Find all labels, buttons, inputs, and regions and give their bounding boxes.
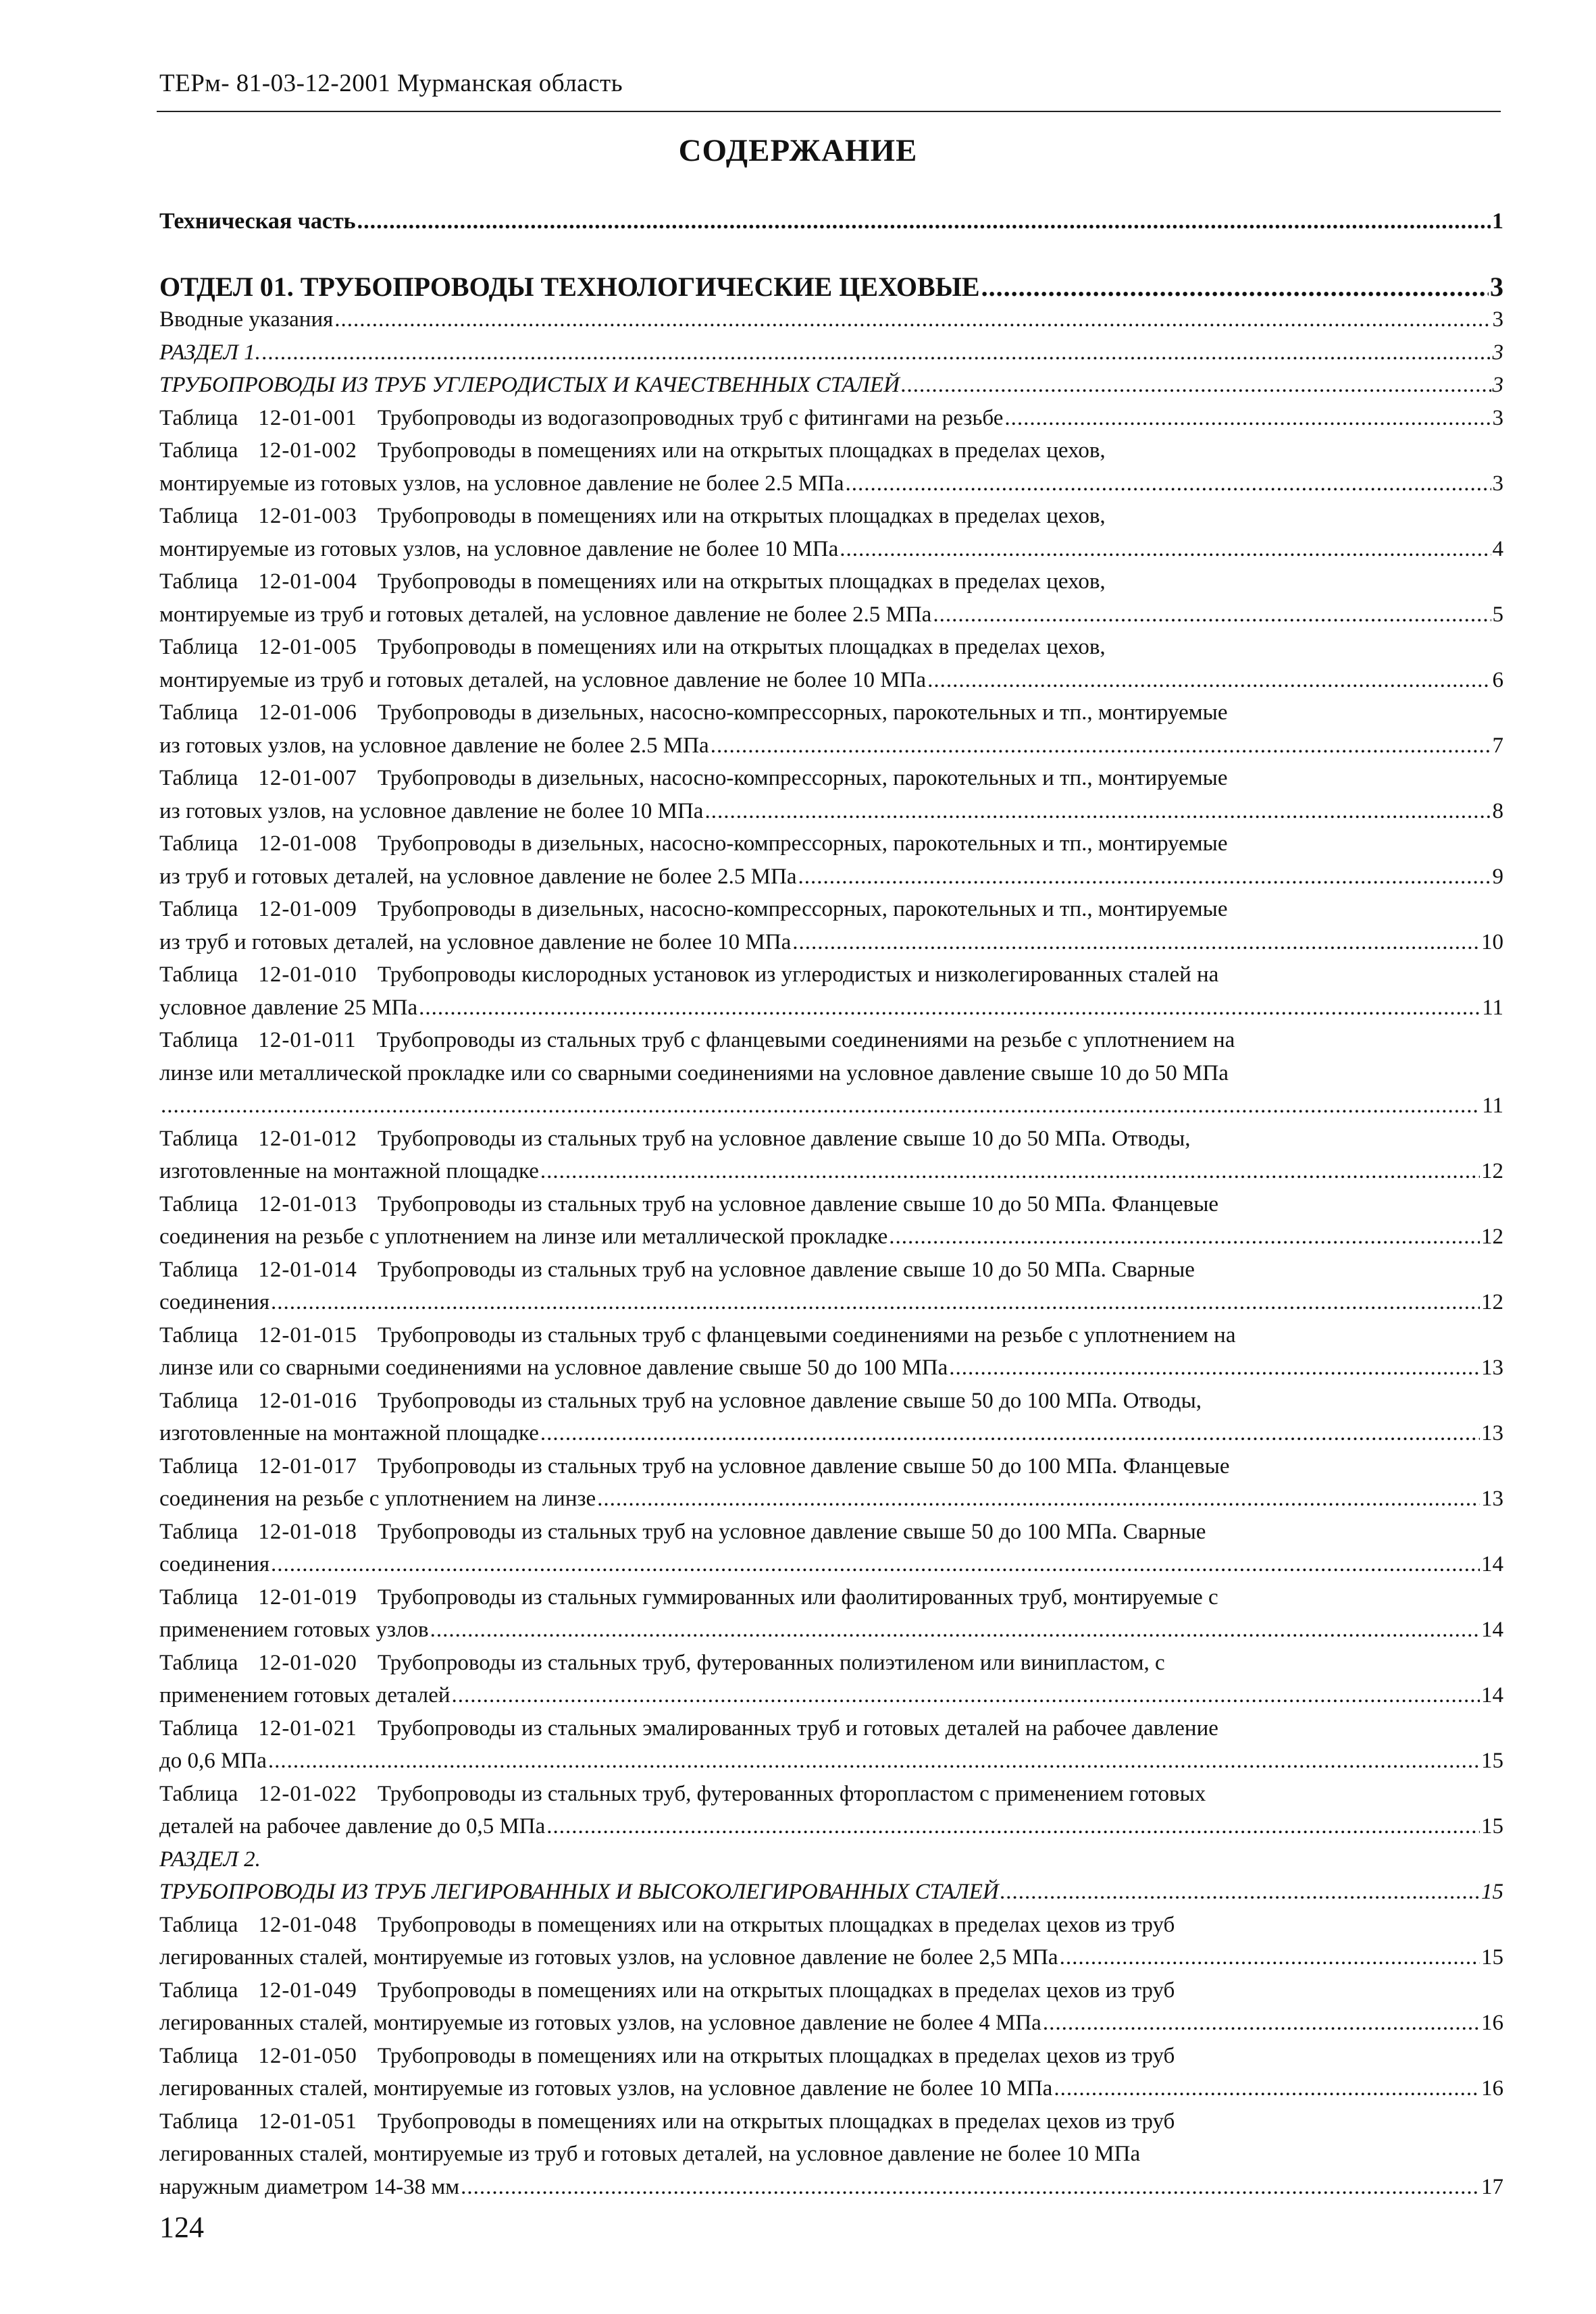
table-label: Таблица: [159, 569, 238, 594]
dot-leader: [1004, 402, 1491, 435]
toc-entry-text: из готовых узлов, на условное давление не более 10 МПа: [159, 798, 704, 823]
table-label: Таблица: [159, 1585, 238, 1610]
toc-entry-text: соединения: [159, 1552, 270, 1576]
toc-entry-text: Трубопроводы в дизельных, насосно-компрессорных, парокотельных и тп., монтируемые: [377, 897, 1228, 921]
table-label: Таблица: [159, 831, 238, 856]
dot-leader: [889, 1220, 1480, 1254]
toc-entry-text: Трубопроводы в помещениях или на открытых площадках в пределах цехов из труб: [377, 2109, 1175, 2134]
toc-entry[interactable]: [159, 1516, 1503, 1581]
toc-entry[interactable]: [159, 1450, 1503, 1516]
toc-entry-text: легированных сталей, монтируемые из труб и готовых деталей, на условное давление не более 10 МПа: [159, 2142, 1141, 2166]
toc-entry[interactable]: [159, 303, 1503, 336]
toc-entry-text: РАЗДЕЛ 1.: [159, 340, 261, 365]
table-label: Таблица: [159, 1388, 238, 1413]
toc-page-number: 13: [1481, 1487, 1503, 1511]
toc-entry-text: Трубопроводы в дизельных, насосно-компрессорных, парокотельных и тп., монтируемые: [377, 831, 1228, 856]
dot-leader: [981, 271, 1489, 304]
table-label: Таблица: [159, 1519, 238, 1544]
toc-entry[interactable]: [159, 402, 1503, 435]
toc-entry[interactable]: [159, 958, 1503, 1024]
toc-entry-text: РАЗДЕЛ 2.: [159, 1847, 261, 1872]
table-label: Таблица: [159, 897, 238, 921]
table-label: Таблица: [159, 1322, 238, 1347]
toc-entry-text: Трубопроводы из стальных труб с фланцевыми соединениями на резьбе с уплотнением на: [376, 1028, 1235, 1052]
toc-entry-text: Трубопроводы в дизельных, насосно-компрессорных, парокотельных и тп., монтируемые: [377, 766, 1228, 790]
toc-page-number: 13: [1481, 1356, 1503, 1380]
table-code: 12-01-006: [258, 700, 357, 725]
toc-entry[interactable]: [159, 1123, 1503, 1188]
toc-entry-text: соединения на резьбе с уплотнением на линзе или металлической прокладке: [159, 1225, 888, 1249]
toc-page-number: 3: [1490, 271, 1503, 302]
dot-leader: [597, 1483, 1480, 1516]
toc-entry-text: легированных сталей, монтируемые из готовых узлов, на условное давление не более 10 МПа: [159, 2076, 1053, 2101]
toc-page-number: 11: [1482, 1094, 1503, 1118]
toc-page-number: 15: [1481, 1880, 1503, 1904]
toc-entry-text: Трубопроводы из стальных труб на условное давление свыше 10 до 50 МПа. Фланцевые: [377, 1191, 1219, 1216]
toc-page-number: 8: [1492, 798, 1503, 823]
toc-entry[interactable]: [159, 205, 1503, 238]
toc-page-number: 5: [1492, 602, 1503, 627]
toc-entry-text: монтируемые из труб и готовых деталей, на условное давление не более 10 МПа: [159, 667, 927, 692]
toc-page-number: 12: [1481, 1290, 1503, 1314]
toc-entry-text: Трубопроводы из стальных труб на условное давление свыше 10 до 50 МПа. Отводы,: [377, 1126, 1191, 1151]
table-label: Таблица: [159, 1028, 238, 1052]
toc-entry-text: ТРУБОПРОВОДЫ ИЗ ТРУБ ЛЕГИРОВАННЫХ И ВЫСОКОЛЕГИРОВАННЫХ СТАЛЕЙ: [159, 1880, 999, 1904]
running-header: ТЕРм- 81-03-12-2001 Мурманская область: [159, 70, 623, 97]
toc-entry-text: Трубопроводы в помещениях или на открытых площадках в пределах цехов из труб: [377, 1978, 1175, 2003]
toc-page-number: 13: [1481, 1421, 1503, 1445]
table-code: 12-01-017: [258, 1454, 357, 1479]
table-label: Таблица: [159, 2109, 238, 2134]
table-code: 12-01-048: [258, 1912, 357, 1937]
toc-entry-text: изготовленные на монтажной площадке: [159, 1421, 539, 1445]
dot-leader: [1054, 2072, 1480, 2105]
dot-leader: [546, 1810, 1480, 1843]
toc-page-number: 6: [1492, 667, 1503, 692]
table-code: 12-01-001: [258, 405, 357, 430]
toc-page-number: 15: [1481, 1814, 1503, 1839]
toc-entry[interactable]: [159, 631, 1503, 696]
toc-page-number: 7: [1492, 733, 1503, 758]
toc-entry[interactable]: [159, 369, 1503, 402]
toc-entry-text: монтируемые из готовых узлов, на условное давление не более 10 МПа: [159, 536, 839, 561]
toc-page-number: 3: [1492, 373, 1503, 397]
table-label: Таблица: [159, 1191, 238, 1216]
table-code: 12-01-015: [258, 1322, 357, 1347]
table-code: 12-01-021: [258, 1716, 357, 1741]
toc-entry[interactable]: [159, 271, 1503, 304]
dot-leader: [798, 860, 1491, 894]
toc-entry-text: Трубопроводы из стальных труб на условное давление свыше 50 до 100 МПа. Отводы,: [377, 1388, 1202, 1413]
table-label: Таблица: [159, 766, 238, 790]
toc-entry-text: линзе или со сварными соединениями на условное давление свыше 50 до 100 МПа: [159, 1356, 948, 1380]
table-label: Таблица: [159, 2043, 238, 2068]
table-code: 12-01-050: [258, 2043, 357, 2068]
dot-leader: [268, 1745, 1480, 1778]
toc-entry[interactable]: [159, 2040, 1503, 2105]
table-code: 12-01-010: [258, 962, 357, 987]
toc-entry-text: Трубопроводы в помещениях или на открытых площадках в пределах цехов,: [377, 504, 1106, 528]
toc-entry-text: изготовленные на монтажной площадке: [159, 1159, 539, 1183]
toc-entry[interactable]: [159, 1188, 1503, 1254]
toc-page-number: 3: [1492, 405, 1503, 430]
toc-entry[interactable]: [159, 762, 1503, 827]
table-code: 12-01-009: [258, 897, 357, 921]
dot-leader: [933, 598, 1491, 632]
table-code: 12-01-018: [258, 1519, 357, 1544]
toc-entry[interactable]: [159, 434, 1503, 500]
table-label: Таблица: [159, 962, 238, 987]
toc-entry[interactable]: [159, 1876, 1503, 1909]
table-label: Таблица: [159, 1978, 238, 2003]
table-label: Таблица: [159, 635, 238, 659]
dot-leader: [271, 1548, 1480, 1581]
dot-leader: [840, 533, 1491, 566]
toc-entry-text: монтируемые из труб и готовых деталей, на условное давление не более 2.5 МПа: [159, 602, 932, 627]
toc-entry-text: ТРУБОПРОВОДЫ ИЗ ТРУБ УГЛЕРОДИСТЫХ И КАЧЕСТВЕННЫХ СТАЛЕЙ: [159, 373, 900, 397]
dot-leader: [430, 1614, 1480, 1647]
table-label: Таблица: [159, 1454, 238, 1479]
toc-entry-text: из труб и готовых деталей, на условное давление не более 10 МПа: [159, 929, 792, 954]
dot-leader: [540, 1155, 1480, 1188]
toc-entry-text: из готовых узлов, на условное давление не более 2.5 МПа: [159, 733, 709, 758]
toc-entry-text: Техническая часть: [159, 209, 356, 234]
dot-leader: [711, 729, 1491, 763]
toc-entry[interactable]: [159, 1319, 1503, 1385]
table-code: 12-01-049: [258, 1978, 357, 2003]
dot-leader: [540, 1417, 1480, 1450]
toc-entry-text: Трубопроводы из стальных эмалированных труб и готовых деталей на рабочее давление: [377, 1716, 1218, 1741]
toc-entry-text: применением готовых деталей: [159, 1683, 451, 1707]
dot-leader: [262, 336, 1491, 369]
toc-entry-text: монтируемые из готовых узлов, на условное давление не более 2.5 МПа: [159, 471, 844, 496]
toc-entry[interactable]: [159, 1024, 1503, 1123]
toc-entry-text: Трубопроводы в помещениях или на открытых площадках в пределах цехов из труб: [377, 1912, 1175, 1937]
toc-entry-text: применением готовых узлов: [159, 1618, 429, 1642]
toc-entry-text: Трубопроводы из стальных труб, футерованных полиэтиленом или винипластом, с: [377, 1650, 1165, 1675]
toc-entry-text: Трубопроводы из стальных труб на условное давление свыше 10 до 50 МПа. Сварные: [377, 1257, 1195, 1282]
toc-entry[interactable]: [159, 1581, 1503, 1647]
table-label: Таблица: [159, 438, 238, 463]
dot-leader: [161, 1089, 1481, 1123]
toc-page-number: 14: [1481, 1552, 1503, 1576]
dot-leader: [1043, 2007, 1480, 2040]
table-label: Таблица: [159, 1126, 238, 1151]
table-label: Таблица: [159, 1716, 238, 1741]
toc-entry[interactable]: [159, 1647, 1503, 1712]
toc-entry[interactable]: [159, 1385, 1503, 1450]
toc-page-number: 3: [1492, 340, 1503, 365]
table-label: Таблица: [159, 504, 238, 528]
toc-entry[interactable]: [159, 2105, 1503, 2204]
table-label: Таблица: [159, 700, 238, 725]
dot-leader: [334, 303, 1491, 336]
table-label: Таблица: [159, 1650, 238, 1675]
toc-entry-text: легированных сталей, монтируемые из готовых узлов, на условное давление не более 4 МПа: [159, 2011, 1041, 2035]
table-code: 12-01-051: [258, 2109, 357, 2134]
toc-page-number: 11: [1482, 995, 1503, 1020]
toc-entry[interactable]: [159, 1843, 1503, 1876]
toc-entry[interactable]: [159, 1254, 1503, 1319]
dot-leader: [792, 926, 1480, 959]
dot-leader: [419, 992, 1481, 1025]
toc-entry-text: Трубопроводы из стальных труб на условное давление свыше 50 до 100 МПа. Сварные: [377, 1519, 1206, 1544]
toc-page-number: 15: [1481, 1749, 1503, 1773]
table-code: 12-01-007: [258, 766, 357, 790]
toc-entry-text: Трубопроводы в помещениях или на открытых площадках в пределах цехов,: [377, 569, 1106, 594]
table-code: 12-01-005: [258, 635, 357, 659]
toc-entry-text: ОТДЕЛ 01. ТРУБОПРОВОДЫ ТЕХНОЛОГИЧЕСКИЕ ЦЕХОВЫЕ: [159, 271, 980, 302]
toc-page-number: 14: [1481, 1683, 1503, 1707]
toc-page-number: 17: [1481, 2174, 1503, 2199]
toc-entry-text: Трубопроводы в дизельных, насосно-компрессорных, парокотельных и тп., монтируемые: [377, 700, 1228, 725]
table-code: 12-01-011: [258, 1028, 357, 1052]
toc-entry[interactable]: [159, 1909, 1503, 1974]
toc-page-number: 14: [1481, 1618, 1503, 1642]
toc-page-number: 4: [1492, 536, 1503, 561]
toc-page-number: 3: [1492, 471, 1503, 496]
toc-entry-text: Трубопроводы в помещениях или на открытых площадках в пределах цехов из труб: [377, 2043, 1175, 2068]
page-title: СОДЕРЖАНИЕ: [678, 133, 918, 168]
toc-entry-text: из труб и готовых деталей, на условное давление не более 2.5 МПа: [159, 864, 797, 889]
toc-entry-text: Трубопроводы в помещениях или на открытых площадках в пределах цехов,: [377, 635, 1106, 659]
table-code: 12-01-002: [258, 438, 357, 463]
page-number: 124: [159, 2211, 204, 2244]
table-code: 12-01-014: [258, 1257, 357, 1282]
toc-entry-text: Трубопроводы из водогазопроводных труб с фитингами на резьбе: [377, 405, 1004, 430]
toc-entry-text: Вводные указания: [159, 307, 334, 332]
dot-leader: [1000, 1876, 1480, 1909]
toc-page-number: 3: [1492, 307, 1503, 332]
table-code: 12-01-022: [258, 1781, 357, 1806]
header-rule: [157, 111, 1501, 112]
table-label: Таблица: [159, 405, 238, 430]
dot-leader: [357, 205, 1491, 238]
toc-entry-text: соединения: [159, 1290, 270, 1314]
dot-leader: [901, 369, 1491, 402]
table-code: 12-01-016: [258, 1388, 357, 1413]
dot-leader: [846, 467, 1491, 500]
table-code: 12-01-013: [258, 1191, 357, 1216]
dot-leader: [271, 1286, 1480, 1319]
table-of-contents: [159, 205, 1503, 2203]
toc-page-number: 15: [1481, 1945, 1503, 1970]
table-code: 12-01-012: [258, 1126, 357, 1151]
toc-entry[interactable]: [159, 336, 1503, 369]
table-code: 12-01-020: [258, 1650, 357, 1675]
toc-page-number: 16: [1481, 2076, 1503, 2101]
toc-page-number: 12: [1481, 1225, 1503, 1249]
toc-entry-text: Трубопроводы из стальных труб на условное давление свыше 50 до 100 МПа. Фланцевые: [377, 1454, 1230, 1479]
toc-entry[interactable]: [159, 1778, 1503, 1843]
toc-entry-text: наружным диаметром 14-38 мм: [159, 2174, 460, 2199]
table-code: 12-01-004: [258, 569, 357, 594]
toc-entry-text: соединения на резьбе с уплотнением на линзе: [159, 1487, 596, 1511]
toc-entry-text: деталей на рабочее давление до 0,5 МПа: [159, 1814, 546, 1839]
toc-entry[interactable]: [159, 1974, 1503, 2040]
table-label: Таблица: [159, 1912, 238, 1937]
toc-page-number: 10: [1481, 929, 1503, 954]
dot-leader: [949, 1352, 1480, 1385]
toc-entry-text: Трубопроводы из стальных труб, футерованных фторопластом с применением готовых: [377, 1781, 1206, 1806]
dot-leader: [452, 1679, 1481, 1712]
dot-leader: [1060, 1941, 1480, 1974]
dot-leader: [704, 795, 1491, 828]
toc-entry[interactable]: [159, 500, 1503, 565]
toc-page-number: 16: [1481, 2011, 1503, 2035]
toc-entry-text: условное давление 25 МПа: [159, 995, 418, 1020]
toc-entry-text: легированных сталей, монтируемые из готовых узлов, на условное давление не более 2,5 МПа: [159, 1945, 1058, 1970]
toc-entry-text: линзе или металлической прокладке или со сварными соединениями на условное давление свыше 10 до 50 МПа: [159, 1060, 1229, 1085]
toc-entry[interactable]: [159, 893, 1503, 958]
toc-page-number: 12: [1481, 1159, 1503, 1183]
toc-entry-text: Трубопроводы из стальных труб с фланцевыми соединениями на резьбе с уплотнением на: [377, 1322, 1236, 1347]
table-code: 12-01-008: [258, 831, 357, 856]
toc-entry-text: Трубопроводы кислородных установок из углеродистых и низколегированных сталей на: [377, 962, 1219, 987]
toc-entry-text: Трубопроводы из стальных гуммированных или фаолитированных труб, монтируемые с: [377, 1585, 1218, 1610]
dot-leader: [461, 2171, 1480, 2204]
toc-entry-text: до 0,6 МПа: [159, 1749, 267, 1773]
toc-entry[interactable]: [159, 565, 1503, 631]
table-code: 12-01-003: [258, 504, 357, 528]
dot-leader: [927, 664, 1491, 697]
table-label: Таблица: [159, 1257, 238, 1282]
toc-page-number: 9: [1492, 864, 1503, 889]
toc-entry[interactable]: [159, 827, 1503, 893]
toc-entry[interactable]: [159, 1712, 1503, 1778]
toc-entry[interactable]: [159, 696, 1503, 762]
toc-entry-text: Трубопроводы в помещениях или на открытых площадках в пределах цехов,: [377, 438, 1106, 463]
table-code: 12-01-019: [258, 1585, 357, 1610]
table-label: Таблица: [159, 1781, 238, 1806]
toc-page-number: 1: [1492, 209, 1503, 234]
